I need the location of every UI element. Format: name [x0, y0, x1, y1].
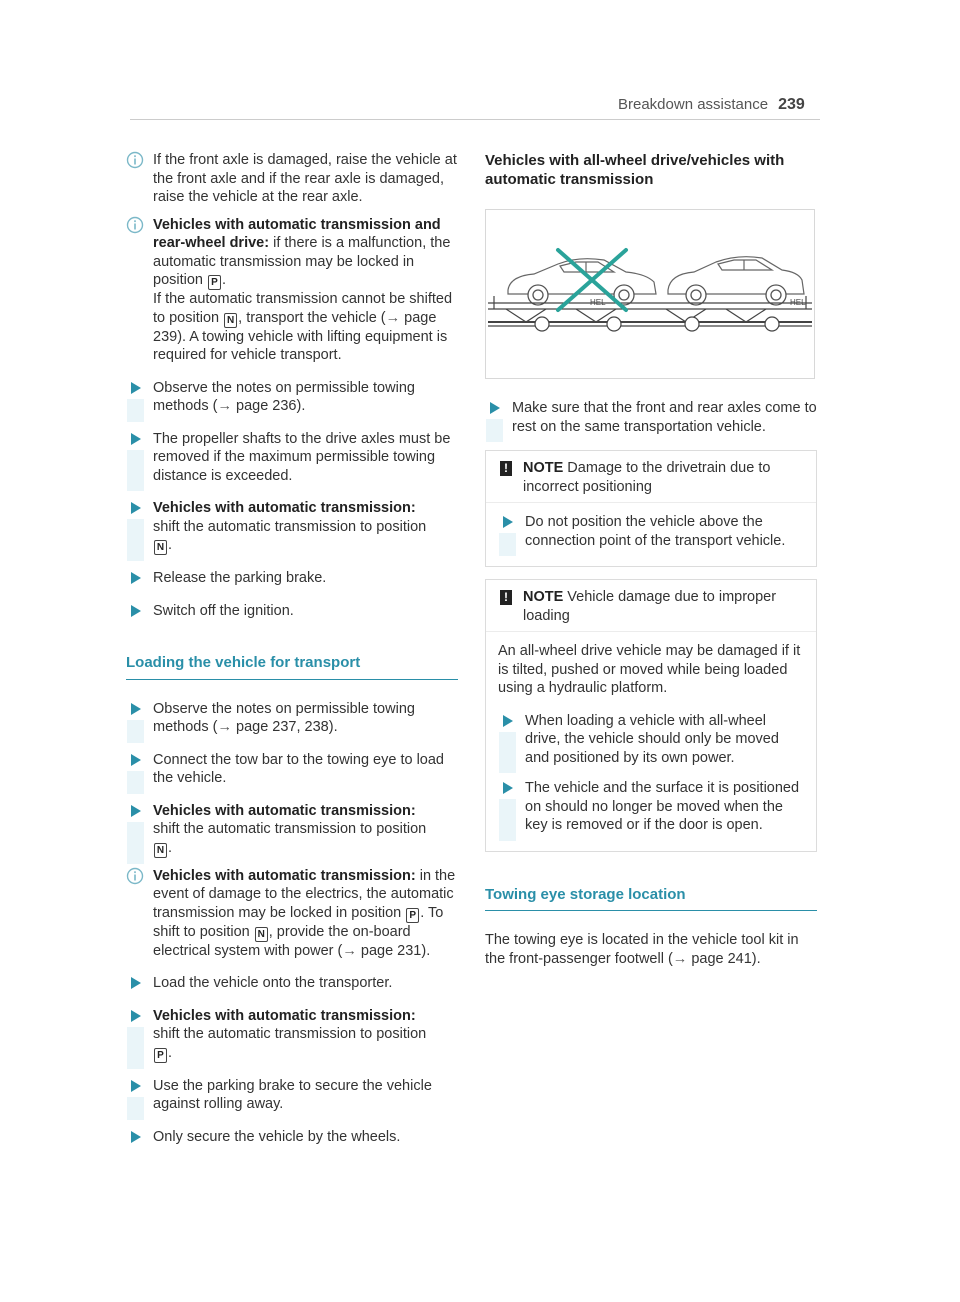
paragraph-text: The towing eye is located in the vehicle tool kit in the front-passenger footwell ( — [485, 932, 799, 967]
step-text: When loading a vehicle with all-wheel drive, the vehicle should only be moved and positioned by its own power. — [525, 712, 779, 766]
step-item — [498, 712, 804, 768]
info-icon — [126, 151, 144, 169]
step-item — [126, 1077, 458, 1114]
info-bold: Vehicles with automatic transmission: — [153, 867, 416, 884]
step-text: . — [168, 1044, 173, 1061]
note-body — [486, 632, 816, 851]
section-heading-towing-eye: Towing eye storage location — [485, 886, 817, 912]
gear-n-symbol: N — [255, 927, 268, 942]
gear-n-symbol: N — [154, 843, 167, 858]
step-arrow-icon — [126, 1128, 144, 1146]
page-ref-arrow: → — [217, 398, 232, 414]
figure-label: HEL — [590, 298, 606, 307]
towing-eye-paragraph — [485, 931, 817, 968]
step-arrow-icon — [126, 1007, 144, 1025]
page-ref-arrow: → — [342, 942, 357, 959]
figure-label: HEL — [790, 298, 806, 307]
step-item — [126, 379, 458, 416]
page-reference-link[interactable]: page 237, 238). — [231, 719, 338, 735]
transport-illustration — [485, 209, 815, 379]
step-text: shift the automatic transmission to position — [153, 821, 427, 837]
step-text: The vehicle and the surface it is positioned on should no longer be moved when the key is removed or if the door is open. — [525, 780, 800, 833]
step-item — [126, 602, 458, 621]
step-bar — [499, 799, 516, 841]
page-number: 239 — [778, 95, 805, 113]
step-item — [126, 1128, 458, 1147]
step-text: . — [168, 537, 173, 553]
header-rule — [130, 119, 820, 120]
step-text: Make sure that the front and rear axles come to rest on the same transportation vehicle. — [512, 400, 817, 435]
exclamation-icon: ! — [500, 590, 512, 605]
step-arrow-icon — [126, 751, 144, 769]
note-title: Vehicle damage due to improper loading — [523, 589, 777, 624]
step-arrow-icon — [126, 700, 144, 718]
exclamation-icon: ! — [500, 461, 512, 476]
step-text: Release the parking brake. — [153, 570, 327, 586]
step-arrow-icon — [498, 712, 516, 730]
info-text: If the front axle is damaged, raise the vehicle at the front axle and if the rear axle is damaged, raise the vehicle at the rear axle. — [153, 152, 457, 205]
info-text: If the automatic transmission cannot be shifted to position — [153, 291, 453, 326]
gear-p-symbol: P — [208, 275, 221, 290]
step-item — [485, 399, 817, 436]
step-item — [498, 779, 804, 835]
step-item — [126, 499, 458, 555]
step-text: Switch off the ignition. — [153, 602, 294, 619]
step-bar — [499, 732, 516, 774]
step-text: The propeller shafts to the drive axles must be removed if the maximum permissible towing distance is exceeded. — [153, 430, 451, 484]
info-text: , provide the on-board electrical system with power ( — [153, 923, 411, 959]
step-bar — [127, 399, 144, 422]
note-body — [486, 503, 816, 566]
step-item — [126, 751, 458, 788]
step-item — [126, 974, 458, 993]
gear-p-symbol: P — [406, 908, 419, 923]
info-text: . To shift to position — [153, 904, 444, 940]
step-bar — [127, 771, 144, 794]
step-item — [126, 430, 458, 486]
section-heading-loading: Loading the vehicle for transport — [126, 654, 458, 680]
step-bar — [127, 1097, 144, 1120]
step-text: Do not position the vehicle above the connection point of the transport vehicle. — [525, 514, 786, 549]
info-text: in the event of damage to the electrics, the automatic transmission may be locked in position — [153, 867, 456, 921]
step-bar — [127, 1027, 144, 1069]
wheel-right-front — [686, 285, 706, 305]
step-bold: Vehicles with automatic transmission: — [153, 500, 416, 516]
info-text: . — [222, 272, 227, 288]
step-arrow-icon — [126, 602, 144, 620]
transporter-figure — [486, 210, 814, 378]
step-text: Load the vehicle onto the transporter. — [153, 975, 393, 991]
note-paragraph: An all-wheel drive vehicle may be damaged if it is tilted, pushed or moved while being loaded using a hydraulic platform. — [498, 643, 801, 696]
gear-n-symbol: N — [154, 540, 167, 555]
step-item — [126, 569, 458, 588]
info-icon — [126, 867, 144, 885]
step-item — [126, 802, 458, 858]
step-arrow-icon — [126, 379, 144, 397]
step-text: shift the automatic transmission to position — [153, 1026, 427, 1042]
section-title: Breakdown assistance — [618, 95, 769, 113]
step-bar — [127, 450, 144, 492]
step-text: shift the automatic transmission to position — [153, 518, 427, 535]
page-reference-link[interactable]: page 239). A towing vehicle with lifting equipment is required for vehicle transport. — [153, 309, 448, 363]
note-box — [485, 450, 817, 567]
step-item — [498, 513, 804, 550]
step-bar — [127, 720, 144, 743]
info-text: if there is a malfunction, the automatic transmission may be locked in position — [153, 235, 451, 288]
info-icon — [126, 216, 144, 234]
step-item — [126, 700, 458, 737]
step-text: Use the parking brake to secure the vehicle against rolling away. — [153, 1077, 432, 1112]
step-bar — [499, 533, 516, 556]
info-item — [126, 867, 458, 961]
step-arrow-icon — [126, 569, 144, 587]
step-bar — [127, 519, 144, 561]
right-column — [485, 151, 817, 982]
step-bold: Vehicles with automatic transmission: — [153, 802, 416, 819]
note-label: NOTE — [523, 589, 564, 605]
section-heading-awd: Vehicles with all-wheel drive/vehicles with automatic transmission — [485, 152, 785, 188]
info-bold: Vehicles with automatic transmission and rear-wheel drive: — [153, 216, 441, 251]
info-item — [126, 151, 458, 207]
note-title: Damage to the drivetrain due to incorrect positioning — [523, 460, 771, 495]
step-bar — [486, 419, 503, 442]
page-ref-arrow: → — [217, 719, 232, 735]
step-arrow-icon — [126, 974, 144, 992]
page-ref-arrow: → — [672, 950, 688, 967]
note-label: NOTE — [523, 460, 564, 476]
step-text: Observe the notes on permissible towing methods ( — [153, 379, 415, 414]
step-arrow-icon — [498, 779, 516, 797]
step-text: Observe the notes on permissible towing methods ( — [153, 700, 415, 735]
note-header — [486, 580, 816, 632]
running-header — [618, 94, 818, 116]
page-reference-link[interactable]: page 241). — [687, 950, 761, 967]
page-reference-link[interactable]: page 231). — [356, 942, 431, 959]
page-reference-link[interactable]: page 236). — [231, 398, 306, 414]
step-text: Only secure the vehicle by the wheels. — [153, 1128, 401, 1145]
step-text: Connect the tow bar to the towing eye to load the vehicle. — [153, 751, 444, 786]
step-arrow-icon — [126, 430, 144, 448]
note-box — [485, 579, 817, 852]
note-header — [486, 451, 816, 503]
gear-n-symbol: N — [224, 313, 237, 328]
info-item — [126, 216, 458, 365]
step-arrow-icon — [126, 1077, 144, 1095]
step-arrow-icon — [126, 802, 144, 820]
step-bar — [127, 822, 144, 864]
left-column — [126, 151, 458, 1160]
step-item — [126, 1007, 458, 1063]
info-text: , transport the vehicle ( — [238, 309, 386, 326]
wheel-left-front — [528, 285, 548, 305]
step-arrow-icon — [126, 499, 144, 517]
step-bold: Vehicles with automatic transmission: — [153, 1007, 416, 1024]
step-arrow-icon — [498, 513, 516, 531]
step-text: . — [168, 839, 173, 856]
wheel-right-rear — [766, 285, 786, 305]
step-arrow-icon — [485, 399, 503, 417]
page-ref-arrow: → — [385, 309, 401, 326]
gear-p-symbol: P — [154, 1048, 167, 1063]
